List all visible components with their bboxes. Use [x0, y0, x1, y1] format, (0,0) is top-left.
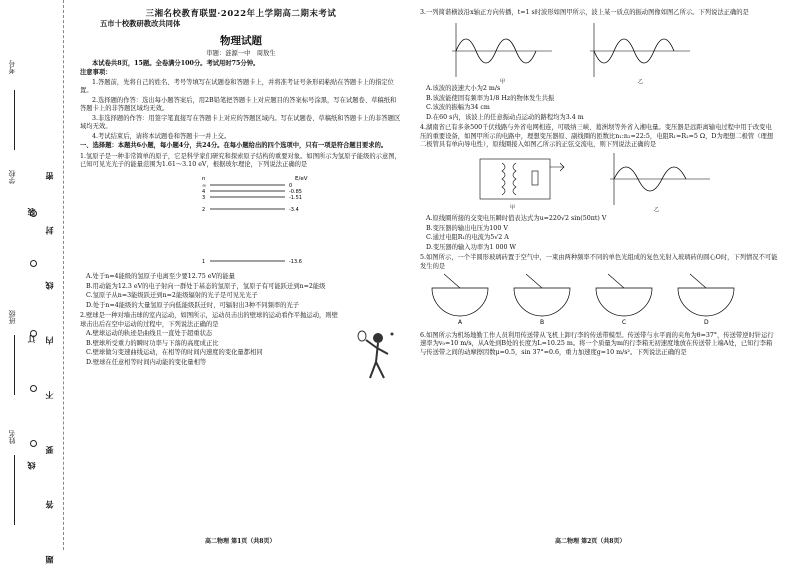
squash-player-illustration [348, 326, 398, 386]
label-yi: 乙 [654, 206, 660, 213]
energy-level-n: 1 [202, 258, 206, 265]
note-item: 3.非选择题的作答：用签字笔直接写在答题卡上对应的答题区域内。写在试题卷、草稿纸和答题卡上的非答题区域均无效。 [80, 114, 401, 131]
page-1-column [80, 8, 402, 368]
label-jia: 甲 [500, 78, 506, 85]
question-4-option-d: D.变压器的输入功率为1 000 W [426, 243, 516, 251]
wave-graph-a [452, 23, 552, 85]
binding-hole [30, 260, 37, 267]
circuit-diagram [480, 159, 564, 211]
question-4-option-c: C.通过电阻R₁的电流为5√2 A [426, 234, 509, 241]
note-item: 1.答题前，先将自己的姓名、考号等填写在试题卷和答题卡上，并将准考证号条形码粘贴在答题卡上的指定位置。 [80, 78, 394, 95]
page-footer-2: 高二物理 第2页（共8页） [555, 537, 626, 545]
diagram-label: B [540, 319, 545, 326]
name-label: 姓名 [8, 430, 16, 444]
subject-title: 物理试题 [220, 35, 262, 48]
energy-unit: E/eV [295, 175, 308, 182]
incident-ray [526, 274, 542, 288]
question-1-stem: 1.氢原子是一种非常简单的原子，它是科学家们研究和探索原子结构的重要对象。如图所示为氢原子能级的示意图，已知可见光光子的能量范围为1.61～3.10 eV，根据玻尔理论，下列说法正确的是 [80, 152, 401, 169]
semicircle-glass [432, 288, 488, 316]
question-3-option-b: B.该波能使固有频率为1/8 Hz的物体发生共振 [426, 94, 555, 102]
name-underline [14, 455, 15, 525]
question-2-option-d: D.壁球在任意相等时间内动能的变化量相等 [86, 358, 207, 366]
binding-hole [30, 210, 37, 217]
question-2-option-b: B.壁球所受重力的瞬时功率与下落的高度成正比 [86, 339, 219, 347]
diagram-label: D [704, 319, 709, 326]
energy-level-n: ∞ [202, 182, 207, 189]
semicircle-glass [514, 288, 570, 316]
wave-graphs [420, 19, 778, 85]
label-jia: 甲 [510, 204, 516, 211]
energy-level-value: -0.85 [289, 188, 302, 195]
energy-level-value: -3.4 [289, 206, 299, 213]
exam-no-underline [14, 90, 15, 150]
question-2-option-a: A.壁球运动的轨迹是曲线且一直处于超重状态 [86, 330, 213, 338]
diagram-label: A [458, 319, 463, 326]
energy-level-value: 0 [289, 182, 293, 189]
note-item: 4.考试结束后，请将本试题卷和答题卡一并上交。 [92, 132, 231, 140]
class-underline [14, 335, 15, 395]
energy-level-value: -13.6 [289, 258, 302, 265]
transformer-circuit [420, 151, 778, 211]
section-title: 一、选择题：本题共6小题，每小题4分，共24分。在每小题给出的四个选项中，只有一项是符合题目要求的。 [80, 142, 388, 150]
binding-hole [30, 440, 37, 447]
binding-hole [30, 330, 37, 337]
label-yi: 乙 [638, 78, 644, 85]
question-3-option-c: C.该波的振幅为34 cm [426, 104, 490, 111]
energy-level-diagram [80, 171, 402, 269]
question-4-option-b: B.变压器的输出电压为100 V [426, 224, 508, 232]
diagram-label: C [622, 319, 627, 326]
question-4-stem: 4.湖南省已有多条500千伏线路与外省电网相连，可吸纳三峡、葛洲坝等外省入湘电量。变压器是远距离输电过程中用于改变电压的重要设备，如图甲所示的电路中，理想变压器原、副线圈的匝数比n₁:n₂=22:5，电阻R₁=R₂=5 Ω，D为理想二极管（理想二极管具有单向导电性），原线圈接入如图乙所示的正弦交流电，则下列说法正确的是 [420, 124, 774, 148]
question-2-stem: 2.壁球是一种对墙击球的室内运动，如图所示，运动员击出的壁球的运动看作平抛运动，则壁球击出后在空中运动的过程中，下列说法正确的是 [80, 312, 338, 328]
exam-no-label: 考号 [8, 60, 16, 74]
question-5-stem: 5.如图所示，一个半圆形玻璃砖置于空气中，一束由两种频率不同的单色光组成的复色光射入玻璃砖的圆心O时，下列情况不可能发生的是 [420, 254, 778, 270]
notes-title: 注意事项： [80, 69, 112, 77]
seal-line-text: 线 订 装 [26, 150, 36, 470]
semicircle-glass [678, 288, 734, 316]
incident-ray [444, 274, 460, 288]
note-item: 2.选择题的作答：选出每小题答案后，用2B铅笔把答题卡上对应题目的答案标号涂黑，写在试题卷、草稿纸和答题卡上的非答题区域均无效。 [80, 96, 397, 113]
seal-warning-text: 题 答 要 不 内 线 封 密 [44, 150, 54, 564]
energy-level-n: 3 [202, 194, 206, 201]
semicircle-glass [596, 288, 652, 316]
energy-level-n: 4 [202, 188, 206, 195]
question-1-option-d: D.处于n=4能级的大量氢原子向低能级跃迁时，可辐射出3种不同频率的光子 [86, 301, 300, 309]
refraction-diagrams [420, 272, 778, 326]
wave-graph-b [590, 23, 690, 85]
question-3-stem: 3.一列简谐横波沿x轴正方向传播，t=1 s时波形如图甲所示，波上某一质点的振动图像如图乙所示。下列说法正确的是 [420, 9, 749, 16]
school-label: 学校 [8, 170, 16, 184]
binding-margin [0, 0, 64, 564]
exam-title: 三湘名校教育联盟·2022年上学期高二期末考试 [145, 8, 337, 18]
reviewer: 审题：涟源一中 周敖生 [206, 50, 276, 58]
incident-ray [608, 274, 624, 288]
question-1-option-a: A.处于n=4能级的氢原子电离至少要12.75 eV的能量 [86, 273, 235, 281]
incident-ray [690, 274, 706, 288]
exam-organizer: 五市十校教研教改共同体 [100, 19, 181, 29]
exam-intro: 本试卷共8页，15题。全卷满分100分。考试用时75分钟。 [92, 59, 260, 67]
page-2-column [420, 8, 778, 358]
n-label: n [202, 175, 206, 182]
question-3-option-d: D.在60 s内，该波上的任意振动点运动的路程均为3.4 m [426, 113, 584, 121]
page-footer-1: 高二物理 第1页（共8页） [205, 537, 276, 545]
energy-level-n: 2 [202, 206, 206, 213]
question-1-option-b: B.用动能为12.3 eV的电子射向一群处于基态的氢原子，氢原子有可能跃迁到n=2能级 [86, 282, 326, 290]
ac-graph [610, 153, 710, 213]
question-3-option-a: A.该波的波速大小为2 m/s [426, 85, 501, 92]
question-1-option-c: C.氢原子从n=3能级跃迁到n=2能级辐射的光子是可见光光子 [86, 292, 258, 300]
question-6-stem: 6.如图所示为机场地勤工作人员利用传送带从飞机上卸行李的传送带模型。传送带与水平面的夹角为θ=37°，传送带逆时针运行速率为v₀=10 m/s，从A处到B处的长度为L=10.25 m。将一个质量为m的行李箱无初速度地放在传送带上端A处，已知行李箱与传送带之间的动摩擦因数μ=0.5，sin 37°=0.6，重力加速度g=10 m/s²。下列说法正确的是 [420, 331, 774, 356]
question-4-option-a: A.原线圈所接的交变电压瞬时值表达式为u=220√2 sin(50πt) V [426, 215, 607, 222]
class-label: 班级 [8, 310, 16, 324]
energy-level-value: -1.51 [289, 194, 302, 201]
binding-hole [30, 385, 37, 392]
question-2-option-c: C.壁球做匀变速曲线运动，在相等的时间内速度的变化量都相同 [86, 349, 263, 357]
